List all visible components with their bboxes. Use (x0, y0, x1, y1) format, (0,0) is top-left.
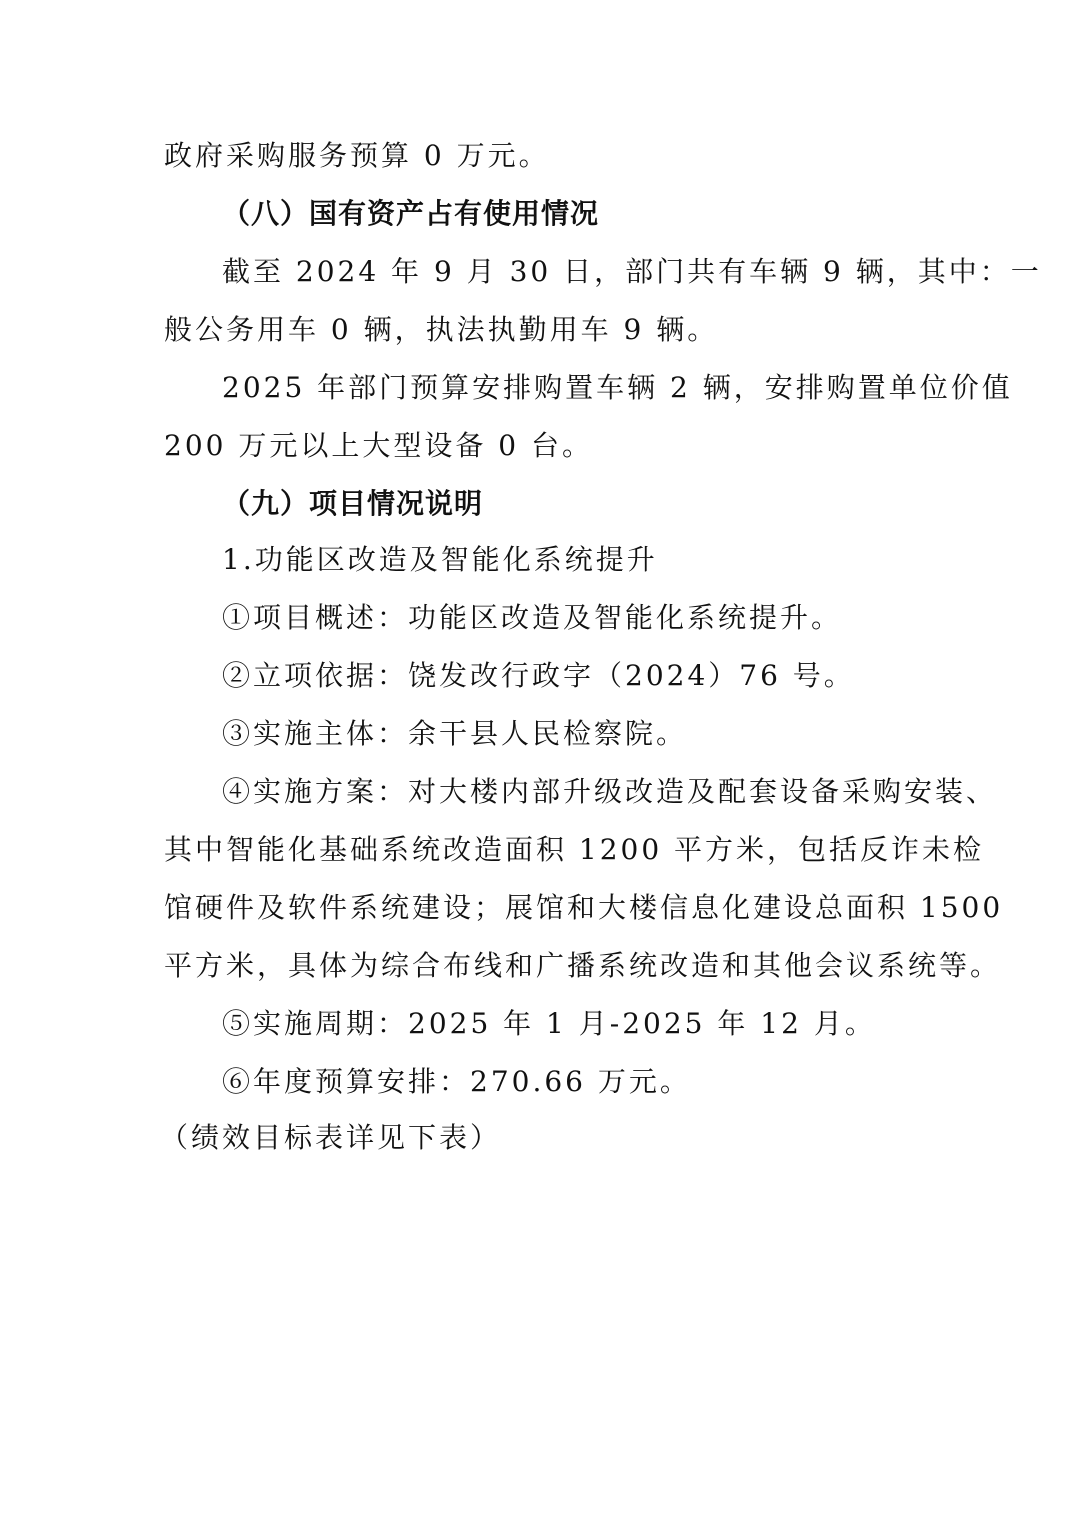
paragraph-purchase-line-2: 200 万元以上大型设备 0 台。 (164, 429, 593, 462)
project-plan-line-4: 平方米，具体为综合布线和广播系统改造和其他会议系统等。 (164, 949, 1002, 982)
paragraph-vehicles-line-2: 般公务用车 0 辆，执法执勤用车 9 辆。 (164, 313, 719, 346)
project-plan-line-2: 其中智能化基础系统改造面积 1200 平方米，包括反诈未检 (164, 833, 985, 866)
project-annual-budget: ⑥年度预算安排：270.66 万元。 (222, 1065, 691, 1098)
section-heading-project-description: （九）项目情况说明 (222, 487, 484, 520)
project-plan-line-3: 馆硬件及软件系统建设；展馆和大楼信息化建设总面积 1500 (164, 891, 1004, 924)
project-plan-line-1: ④实施方案：对大楼内部升级改造及配套设备采购安装、 (222, 775, 998, 808)
paragraph-purchase-line-1: 2025 年部门预算安排购置车辆 2 辆，安排购置单位价值 (222, 371, 1013, 404)
project-basis: ②立项依据：饶发改行政字（2024）76 号。 (222, 659, 855, 692)
project-title: 1.功能区改造及智能化系统提升 (222, 543, 658, 576)
project-implementer: ③实施主体：余干县人民检察院。 (222, 717, 688, 750)
table-reference-note: （绩效目标表详见下表） (160, 1121, 502, 1154)
section-heading-state-assets: （八）国有资产占有使用情况 (222, 197, 600, 230)
project-period: ⑤实施周期：2025 年 1 月-2025 年 12 月。 (222, 1007, 876, 1040)
paragraph-procurement-budget: 政府采购服务预算 0 万元。 (164, 139, 550, 172)
project-overview: ①项目概述：功能区改造及智能化系统提升。 (222, 601, 843, 634)
paragraph-vehicles-line-1: 截至 2024 年 9 月 30 日，部门共有车辆 9 辆，其中：一 (222, 255, 1042, 288)
